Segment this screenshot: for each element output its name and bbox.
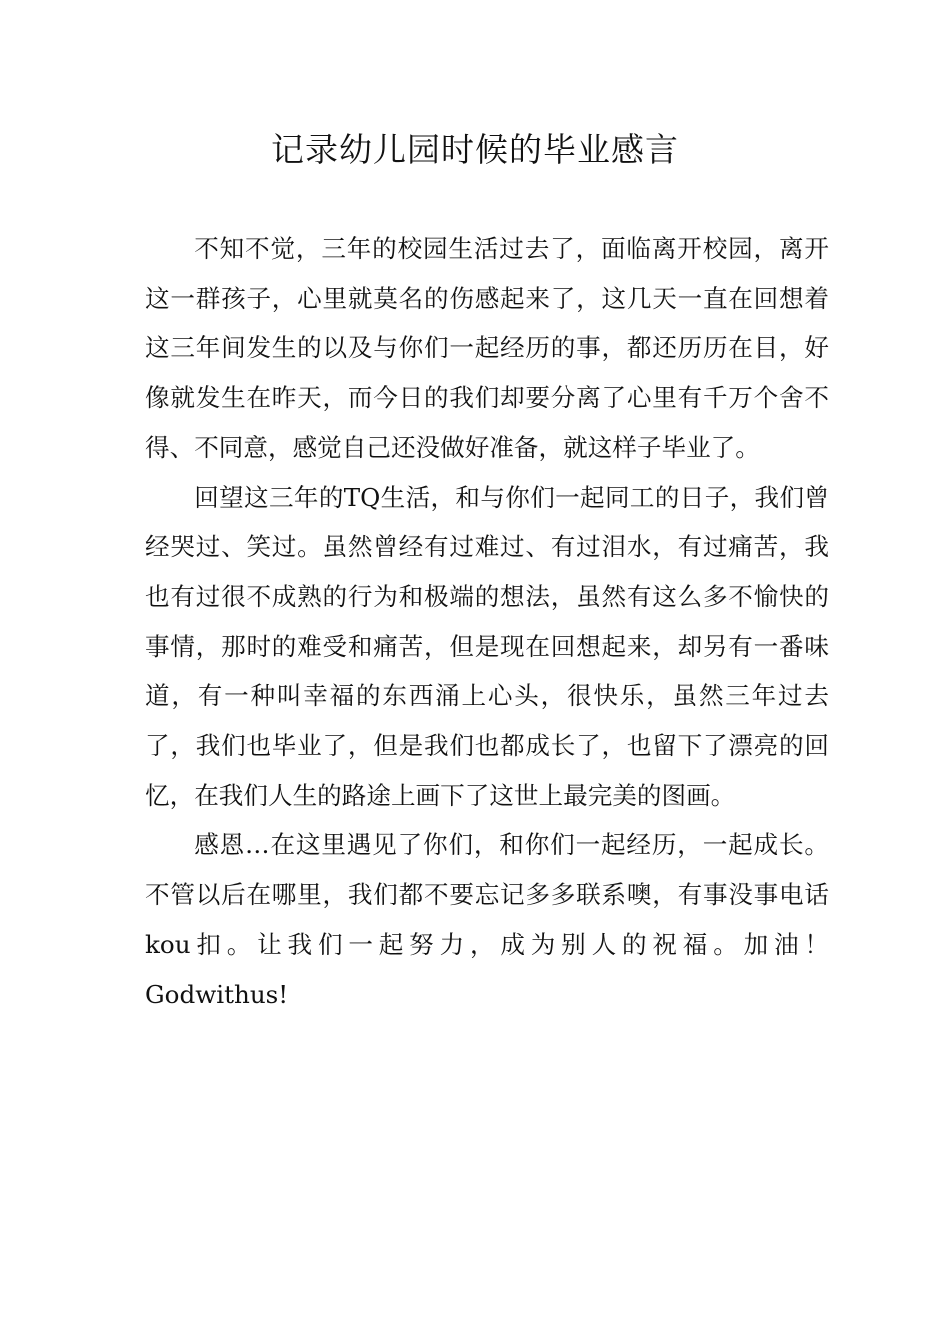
paragraph-1: 不知不觉，三年的校园生活过去了，面临离开校园，离开这一群孩子，心里就莫名的伤感起来了，这几天一直在回想着这三年间发生的以及与你们一起经历的事，都还历历在目，好像就发生在昨天，而今日的我们却要分离了心里有千万个舍不得、不同意，感觉自己还没做好准备，就这样子毕业了。	[145, 234, 829, 462]
document-body	[145, 224, 829, 1019]
document-title: 记录幼儿园时候的毕业感言	[271, 130, 679, 169]
paragraph-3: 感恩…在这里遇见了你们，和你们一起经历，一起成长。不管以后在哪里，我们都不要忘记多多联系噢，有事没事电话kou扣。让我们一起努力，成为别人的祝福。加油！Godwithus!	[145, 830, 829, 1009]
paragraph-2: 回望这三年的TQ生活，和与你们一起同工的日子，我们曾经哭过、笑过。虽然曾经有过难过、有过泪水，有过痛苦，我也有过很不成熟的行为和极端的想法，虽然有这么多不愉快的事情，那时的难受和痛苦，但是现在回想起来，却另有一番味道，有一种叫幸福的东西涌上心头，很快乐，虽然三年过去了，我们也毕业了，但是我们也都成长了，也留下了漂亮的回忆，在我们人生的路途上画下了这世上最完美的图画。	[145, 482, 829, 810]
